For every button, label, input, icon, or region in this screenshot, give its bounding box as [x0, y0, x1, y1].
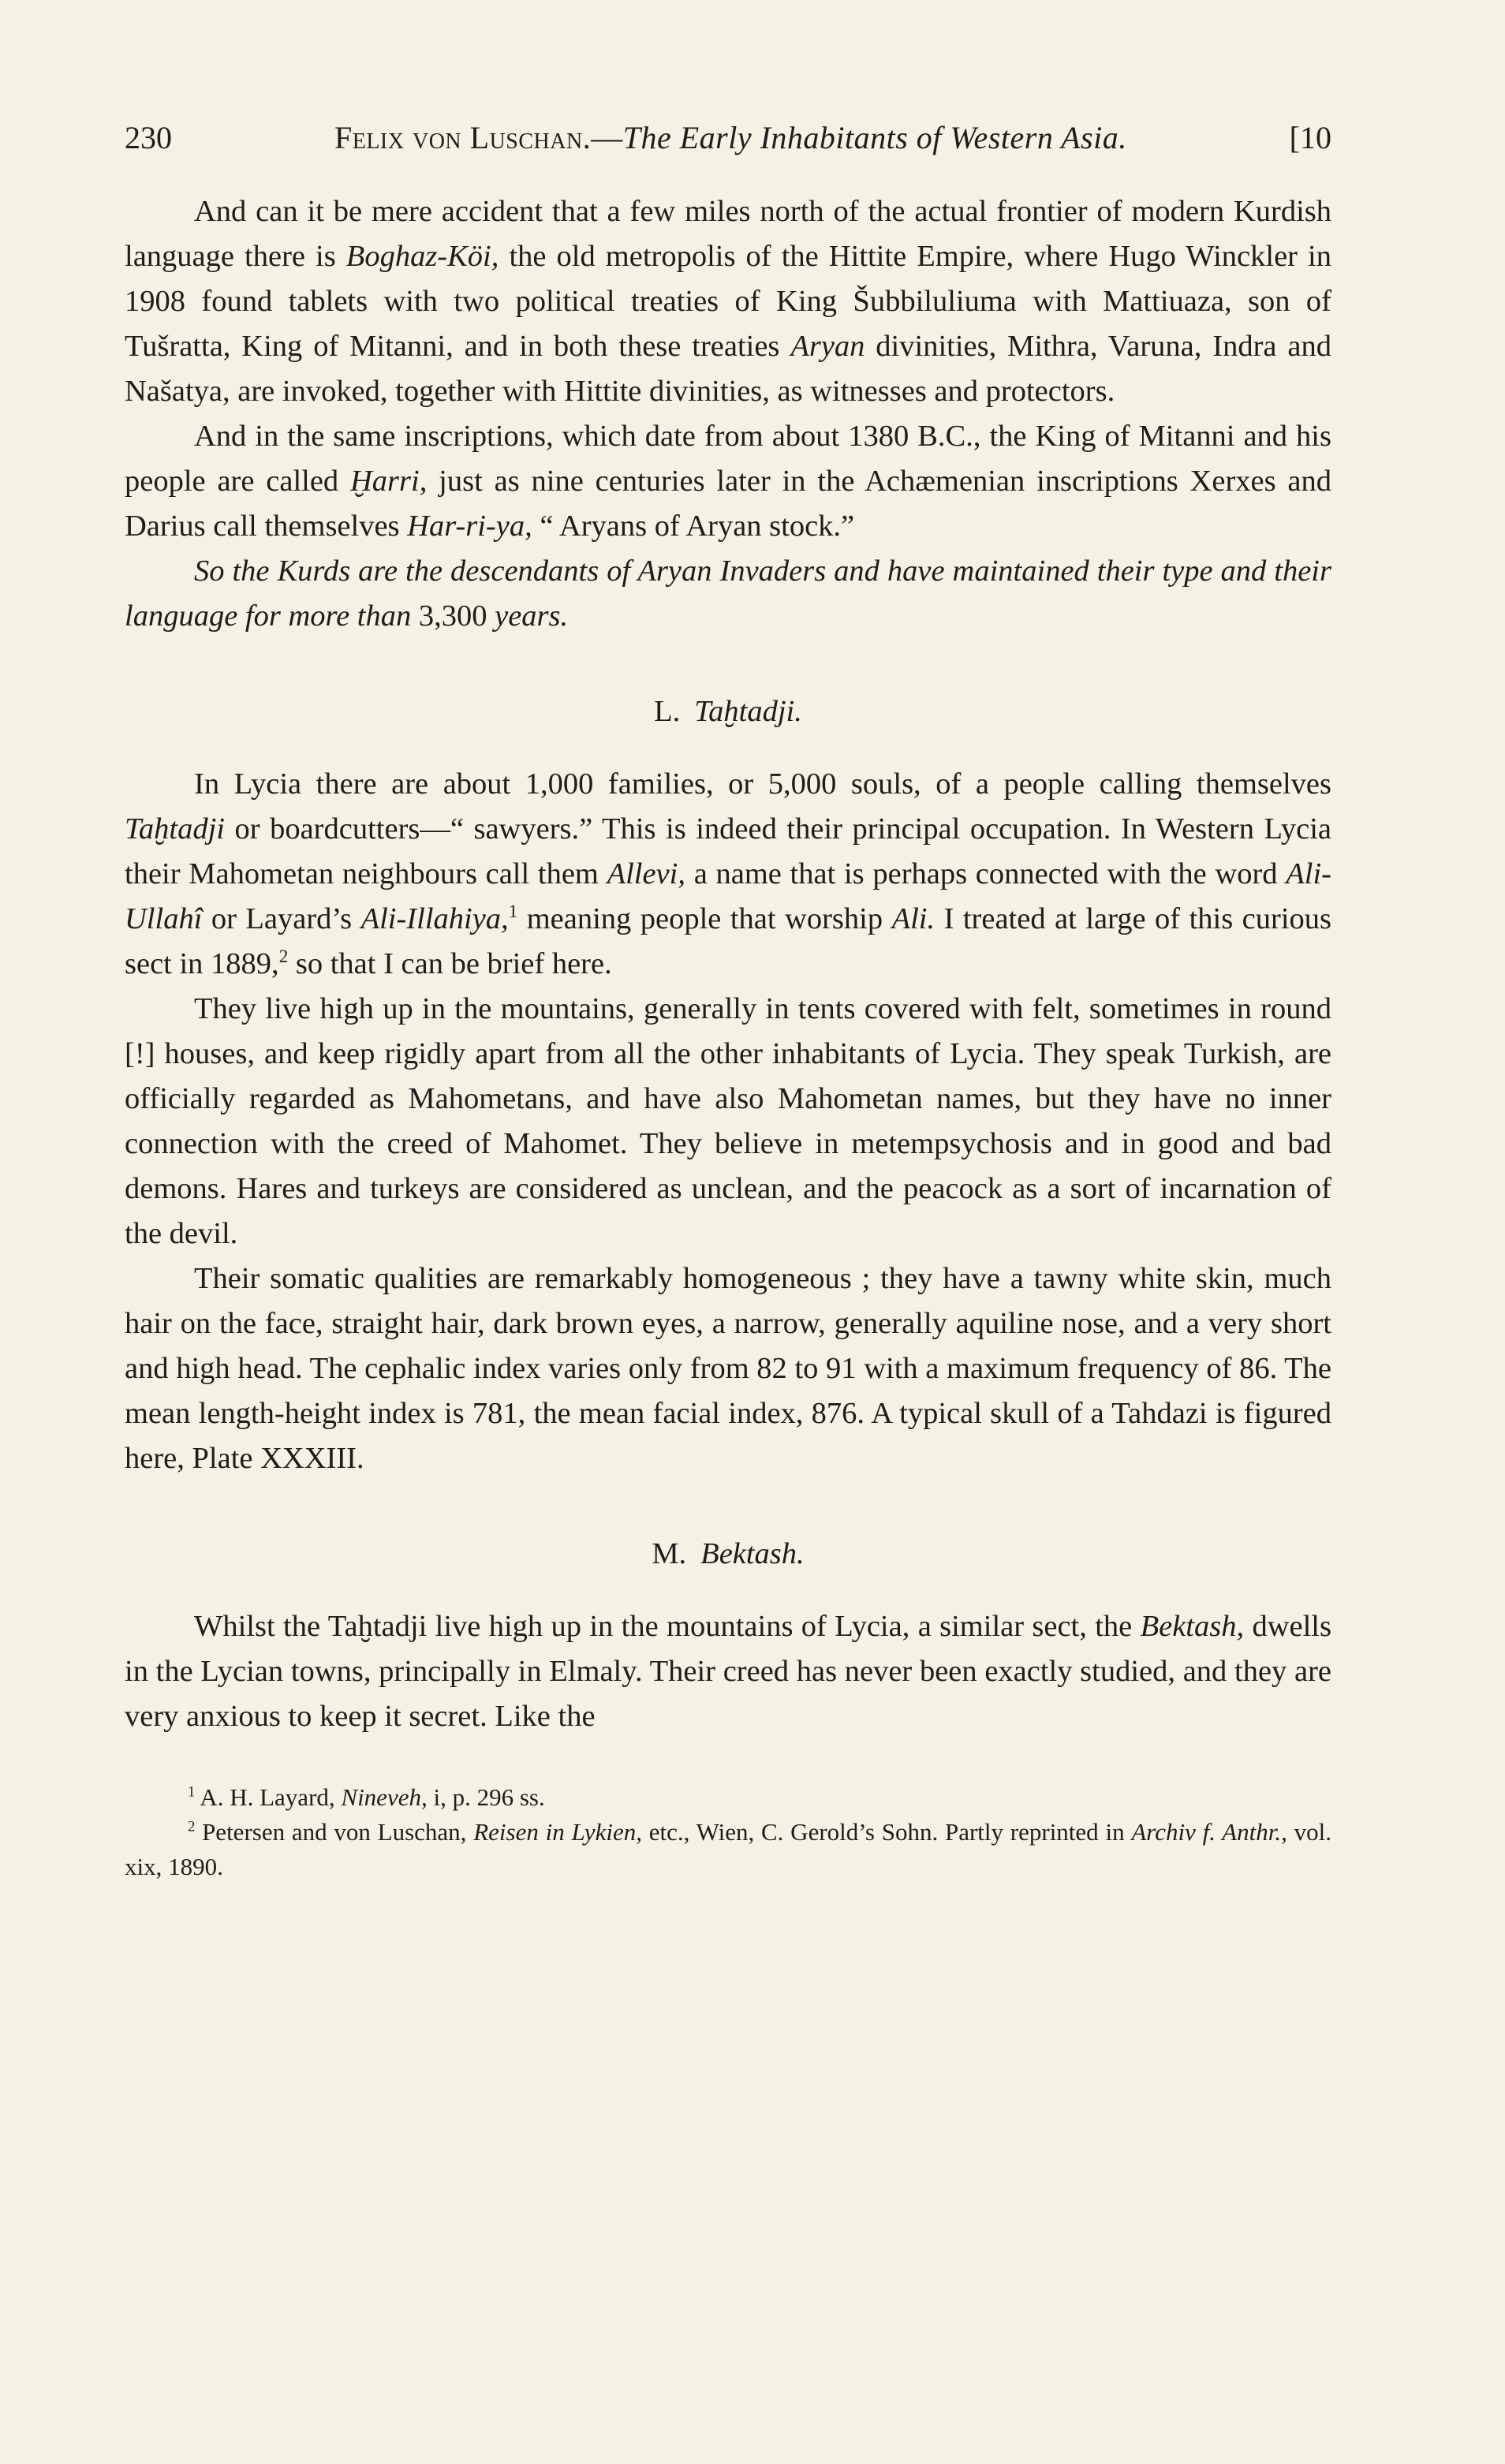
- text-run: Whilst the Taḫtadji live high up in the mountains of Lycia, a similar sect, the: [194, 1610, 1141, 1643]
- running-header: [125, 118, 1331, 158]
- italic-term: Ali.: [891, 902, 935, 935]
- paragraph: [125, 1256, 1331, 1481]
- paragraph: [125, 1604, 1331, 1739]
- text-run: so that I can be brief here.: [288, 947, 612, 980]
- header-author: Felix von Luschan: [334, 120, 583, 155]
- running-title: [172, 118, 1290, 158]
- text-run: Petersen and von Luschan,: [195, 1818, 474, 1846]
- text-run: the old metropolis of the Hittite Empire, where Hugo Winckler in 1908 found tablets with two political treaties of King Šubbiluliuma with Mattiuaza, son of Tušratta, King of Mitanni, and in both these treaties: [125, 240, 1331, 363]
- italic-term: Ali-Illahiya,: [360, 902, 509, 935]
- text-run: meaning people that worship: [517, 902, 892, 935]
- section-heading-m: [125, 1532, 1331, 1577]
- section-label: M.: [652, 1537, 687, 1570]
- footnote-marker: 1: [188, 1783, 196, 1801]
- italic-term: Ali-Ullahî: [125, 857, 1331, 935]
- text-run: years.: [487, 599, 569, 633]
- italic-term: Boghaz-Köi,: [345, 240, 499, 273]
- text-run: So the Kurds are the descendants of Aryan Invaders and have maintained their type and their language for more than: [125, 554, 1331, 633]
- italic-term: Bektash,: [1140, 1610, 1245, 1643]
- footnote-marker: 1: [508, 901, 518, 922]
- italic-term: Archiv f. Anthr.,: [1131, 1818, 1287, 1846]
- small-caps-text: B.C.: [917, 420, 973, 453]
- text-run: A. H. Layard,: [195, 1783, 342, 1811]
- text-run: etc., Wien, C. Gerold’s Sohn. Partly reprinted in: [641, 1818, 1132, 1846]
- roman-text: 3,300: [418, 599, 487, 633]
- text-run: i, p. 296 ss.: [427, 1783, 545, 1811]
- text-run: I treated at large of this curious sect in 1889,: [125, 902, 1331, 980]
- text-run: In Lycia there are about 1,000 families, or 5,000 souls, of a people calling themselves: [194, 767, 1331, 801]
- footnote: [125, 1815, 1331, 1884]
- footnotes: [125, 1780, 1331, 1884]
- header-title: The Early Inhabitants of Western Asia.: [622, 120, 1127, 155]
- text-run: a name that is perhaps connected with the word: [685, 857, 1287, 890]
- document-page: [125, 118, 1331, 1884]
- text-run: or Layard’s: [202, 902, 361, 935]
- italic-term: Reisen in Lykien,: [473, 1818, 642, 1846]
- italic-term: Har-ri-ya,: [407, 510, 532, 543]
- header-bracket: [10: [1289, 120, 1331, 155]
- page-number: 230: [125, 120, 172, 155]
- text-run: vol. xix, 1890.: [125, 1818, 1331, 1880]
- paragraph: [125, 762, 1331, 987]
- text-run: And in the same inscriptions, which date from about 1380: [194, 420, 918, 453]
- section-label: L.: [654, 695, 681, 728]
- section-title: Bektash.: [700, 1537, 805, 1570]
- text-run: or boardcutters—“ sawyers.” This is indeed their principal occupation. In Western Lycia their Mahometan neighbours call them: [125, 812, 1331, 890]
- text-run: , the King of Mitanni and his people are called: [125, 420, 1331, 498]
- header-dash: .—: [582, 120, 623, 155]
- footnote-marker: 2: [278, 946, 289, 967]
- text-run: They live high up in the mountains, generally in tents covered with felt, sometimes in round [!] houses, and keep rigidly apart from all the other inhabitants of Lycia. They speak Turkish, are officially regarded as Mahometans, and have also Mahometan names, but they have no inner connection with the creed of Mahomet. They believe in metempsychosis and in good and bad demons. Hares and turkeys are considered as unclean, and the peacock as a sort of incarnation of the devil.: [125, 992, 1331, 1250]
- paragraph: [125, 987, 1331, 1256]
- text-run: Their somatic qualities are remarkably homogeneous ; they have a tawny white skin, much hair on the face, straight hair, dark brown eyes, a narrow, generally aquiline nose, and a very short and high head. The cephalic index varies only from 82 to 91 with a maximum frequency of 86. The mean length-height index is 781, the mean facial index, 876. A typical skull of a Tahdazi is figured here, Plate XXXIII.: [125, 1262, 1331, 1475]
- footnote-marker: 2: [188, 1818, 196, 1835]
- paragraph: [125, 189, 1331, 414]
- footnote: [125, 1780, 1331, 1815]
- paragraph-conclusion: [125, 549, 1331, 639]
- section-title: Taḫtadji.: [694, 695, 802, 728]
- text-run: And can it be mere accident that a few miles north of the actual frontier of modern Kurdish language there is: [125, 195, 1331, 273]
- paragraph: [125, 414, 1331, 549]
- section-heading-l: [125, 689, 1331, 734]
- text-run: “ Aryans of Aryan stock.”: [532, 510, 855, 543]
- text-run: divinities, Mithra, Varuna, Indra and Našatya, are invoked, together with Hittite divinities, as witnesses and protectors.: [125, 330, 1331, 408]
- italic-term: Ḫarri,: [350, 465, 428, 498]
- text-run: just as nine centuries later in the Achæmenian inscriptions Xerxes and Darius call themselves: [125, 465, 1331, 543]
- italic-term: Nineveh,: [341, 1783, 428, 1811]
- italic-term: Aryan: [790, 330, 865, 363]
- italic-term: Taḫtadji: [125, 812, 225, 846]
- body-text: [125, 189, 1331, 1739]
- text-run: dwells in the Lycian towns, principally in Elmaly. Their creed has never been exactly studied, and they are very anxious to keep it secret. Like the: [125, 1610, 1331, 1733]
- italic-term: Allevi,: [607, 857, 685, 890]
